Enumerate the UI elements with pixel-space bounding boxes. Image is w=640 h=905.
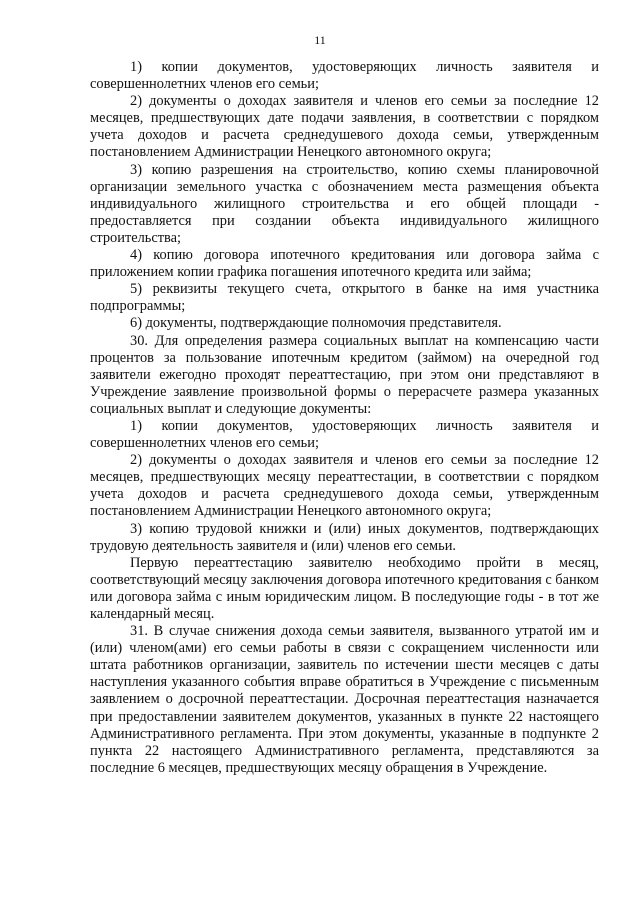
- paragraph-s30-item-2: 2) документы о доходах заявителя и членов его семьи за последние 12 месяцев, предшествующих месяцу переаттестации, в соответствии с порядком учета доходов и расчета среднедушевого дохода семьи, утвержденным постановлением Администрации Ненецкого автономного округа;: [90, 452, 599, 520]
- paragraph-item-2-income-documents: 2) документы о доходах заявителя и членов его семьи за последние 12 месяцев, предшествующих дате подачи заявления, в соответствии с порядком учета доходов и расчета среднедушевого дохода семьи, утвержденным постановлением Администрации Ненецкого автономного округа;: [90, 93, 599, 161]
- paragraph-s30-item-1: 1) копии документов, удостоверяющих личность заявителя и совершеннолетних членов его семьи;: [90, 417, 599, 452]
- paragraph-item-1-passport-copies: 1) копии документов, удостоверяющих личность заявителя и совершеннолетних членов его семьи;: [90, 59, 599, 93]
- paragraph-item-3-construction-permit: 3) копию разрешения на строительство, копию схемы планировочной организации земельного участка с обозначением места размещения объекта индивидуального жилищного строительства и его общей площади - предоставляется при создании объекта индивидуального жилищного строительства;: [90, 161, 599, 246]
- paragraph-s30-item-3: 3) копию трудовой книжки и (или) иных документов, подтверждающих трудовую деятельность заявителя и (или) членов его семьи.: [90, 520, 599, 554]
- document-body: [90, 59, 599, 777]
- paragraph-section-31: 31. В случае снижения дохода семьи заявителя, вызванного утратой им и (или) членом(ами) его семьи работы в связи с сокращением численности или штата работников организации, заявитель по истечении шести месяцев с даты наступления указанного события вправе обратиться в Учреждение с письменным заявлением о досрочной переаттестации. Досрочная переаттестация назначается при предоставлении заявителем документов, указанных в пункте 22 настоящего Административного регламента. При этом документы, указанные в подпункте 2 пункта 22 настоящего Административного регламента, представляются за последние 6 месяцев, предшествующих месяцу обращения в Учреждение.: [90, 623, 599, 776]
- paragraph-section-30: 30. Для определения размера социальных выплат на компенсацию части процентов за пользование ипотечным кредитом (займом) на очередной год заявители ежегодно проходят переаттестацию, при этом они представляют в Учреждение заявление произвольной формы о перерасчете размера указанных социальных выплат и следующие документы:: [90, 332, 599, 417]
- page-number: 11: [314, 33, 326, 47]
- paragraph-item-5-bank-details: 5) реквизиты текущего счета, открытого в банке на имя участника подпрограммы;: [90, 281, 599, 315]
- paragraph-item-6-representative-authority: 6) документы, подтверждающие полномочия представителя.: [130, 315, 502, 332]
- paragraph-first-reattestation: Первую переаттестацию заявителю необходимо пройти в месяц, соответствующий месяцу заключения договора ипотечного кредитования с банком или договора займа с иным юридическим лицом. В последующие годы - в тот же календарный месяц.: [90, 554, 600, 622]
- paragraph-item-4-mortgage-contract: 4) копию договора ипотечного кредитования или договора займа с приложением копии графика погашения ипотечного кредита или займа;: [90, 247, 599, 281]
